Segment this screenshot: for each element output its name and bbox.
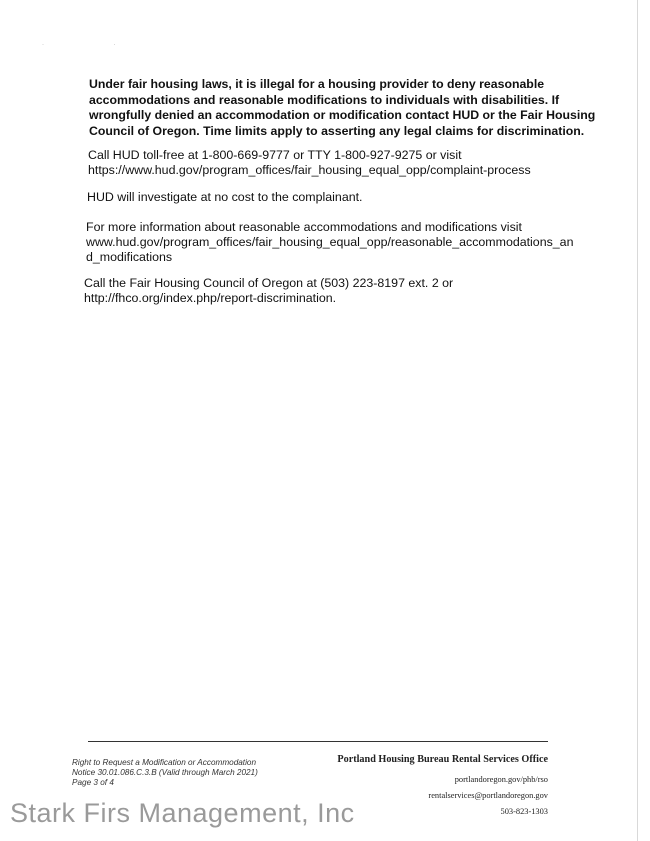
form-notice-number: Notice 30.01.086.C.3.B (Valid through March 2021)	[72, 768, 258, 777]
office-phone: 503-823-1303	[500, 807, 548, 816]
fhco-contact-paragraph	[84, 276, 564, 306]
fair-housing-notice	[89, 77, 596, 139]
notice-line: accommodations and reasonable modifications to individuals with disabilities. If	[89, 92, 560, 107]
hud-contact-line: Call HUD toll-free at 1-800-669-9777 or TTY 1-800-927-9275 or visit	[88, 148, 462, 162]
more-info-url-cont: d_modifications	[86, 250, 173, 264]
notice-line: Council of Oregon. Time limits apply to asserting any legal claims for discrimination.	[89, 123, 585, 138]
footer-divider	[88, 741, 548, 742]
more-info-paragraph	[86, 220, 574, 265]
more-info-line: For more information about reasonable accommodations and modifications visit	[86, 220, 522, 234]
office-email: rentalservices@portlandoregon.gov	[428, 791, 548, 800]
scan-specks: · ·	[42, 42, 150, 48]
form-identifier	[72, 758, 292, 788]
notice-line: Under fair housing laws, it is illegal for a housing provider to deny reasonable	[89, 77, 545, 91]
scan-edge-line	[637, 0, 638, 841]
office-website: portlandoregon.gov/phb/rso	[454, 775, 548, 784]
fhco-url: http://fhco.org/index.php/report-discrimination.	[84, 291, 337, 305]
office-name: Portland Housing Bureau Rental Services Office	[337, 754, 548, 765]
fhco-contact-line: Call the Fair Housing Council of Oregon at (503) 223-8197 ext. 2 or	[84, 276, 454, 290]
hud-investigate-paragraph	[87, 190, 567, 205]
hud-investigate-line: HUD will investigate at no cost to the complainant.	[87, 190, 363, 204]
more-info-url: www.hud.gov/program_offices/fair_housing_equal_opp/reasonable_accommodations_an	[86, 235, 574, 249]
notice-line: wrongfully denied an accommodation or modification contact HUD or the Fair Housing	[89, 108, 596, 123]
hud-contact-paragraph	[88, 148, 568, 178]
watermark-text: Stark Firs Management, Inc	[10, 798, 355, 828]
page-number: Page 3 of 4	[72, 778, 114, 787]
hud-complaint-url: https://www.hud.gov/program_offices/fair_housing_equal_opp/complaint-process	[88, 163, 531, 177]
form-title: Right to Request a Modification or Accommodation	[72, 758, 257, 767]
